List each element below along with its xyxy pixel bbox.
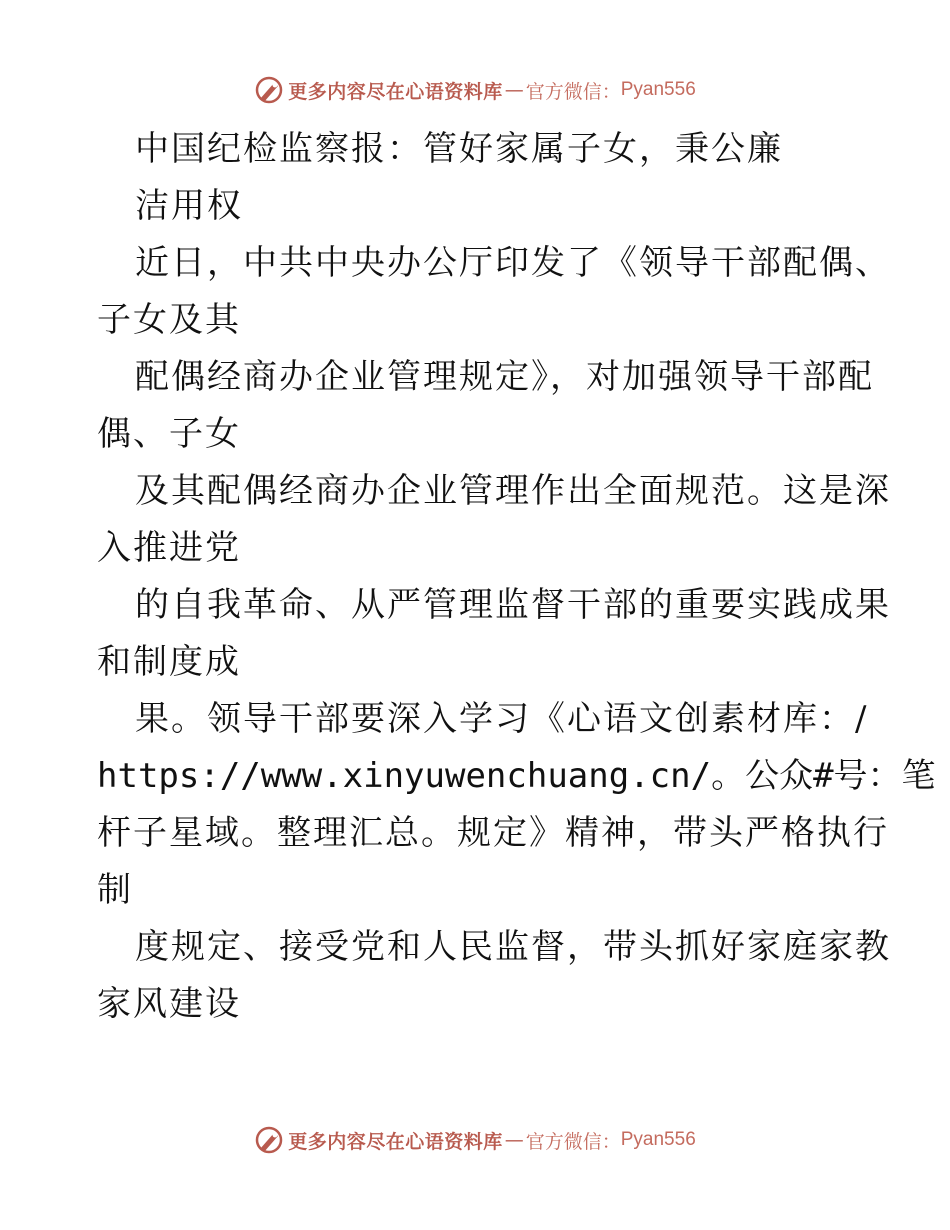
title-line-1: 中国纪检监察报：管好家属子女，秉公廉 [135, 129, 783, 169]
watermark-dash: — [504, 1129, 524, 1151]
watermark-dash: — [504, 79, 524, 101]
document-body [97, 121, 936, 1033]
paragraph-line: 和制度成 [97, 642, 241, 682]
watermark-wechat-label: 官方微信： [525, 1130, 621, 1153]
paragraph-line: 的自我革命、从严管理监督干部的重要实践成果 [135, 585, 891, 625]
paragraph-line: 近日，中共中央办公厅印发了《领导干部配偶、 [135, 243, 891, 283]
paragraph-line: 制 [97, 870, 133, 910]
paragraph-line: 配偶经商办企业管理规定》，对加强领导干部配 [135, 357, 874, 397]
watermark-wechat-id: Pyan556 [620, 1129, 696, 1150]
paragraph-line: 果。领导干部要深入学习《心语文创素材库：/ [135, 699, 869, 739]
paragraph-line: 偶、子女 [97, 414, 241, 454]
pen-logo-icon [254, 75, 284, 105]
footer-watermark [0, 1120, 950, 1160]
url-line: https://www.xinyuwenchuang.cn/。公众#号：笔 [97, 756, 936, 796]
pen-logo-icon [254, 1125, 284, 1155]
paragraph-line: 子女及其 [97, 300, 241, 340]
paragraph-line: 及其配偶经商办企业管理作出全面规范。这是深 [135, 471, 891, 511]
watermark-wechat-label: 官方微信： [525, 80, 621, 103]
header-watermark [0, 70, 950, 110]
paragraph-line: 家风建设 [97, 984, 241, 1024]
paragraph-line: 度规定、接受党和人民监督，带头抓好家庭家教 [135, 927, 891, 967]
watermark-wechat-id: Pyan556 [620, 79, 696, 100]
title-line-2: 洁用权 [135, 186, 243, 226]
watermark-brand-text: 更多内容尽在心语资料库 [288, 80, 503, 103]
paragraph-line: 杆子星域。整理汇总。规定》精神，带头严格执行 [97, 813, 889, 853]
watermark-brand-text: 更多内容尽在心语资料库 [288, 1130, 503, 1153]
paragraph-line: 入推进党 [97, 528, 241, 568]
